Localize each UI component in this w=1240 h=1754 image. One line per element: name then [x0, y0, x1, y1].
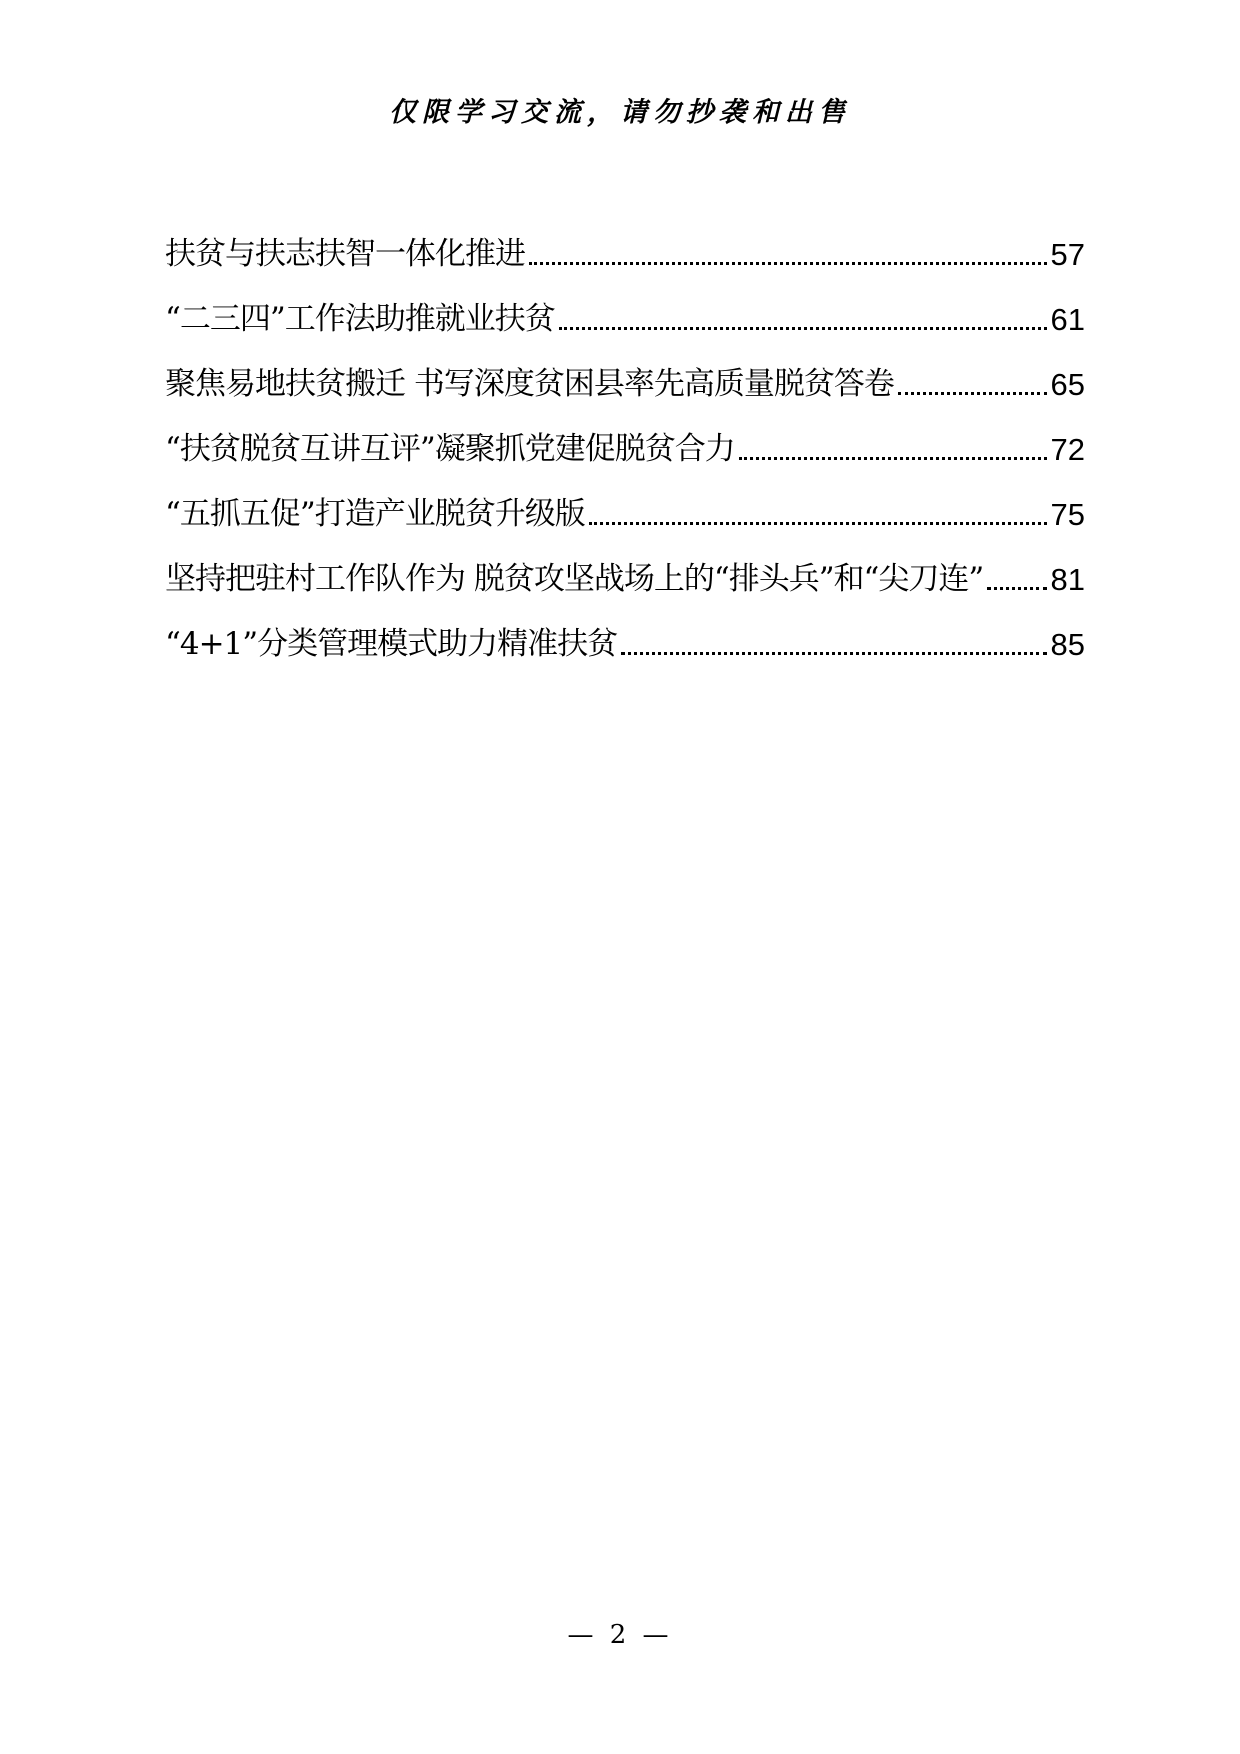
toc-entry-title: 坚持把驻村工作队作为 脱贫攻坚战场上的“排头兵”和“尖刀连”: [165, 561, 984, 597]
toc-entry-title: “4+1”分类管理模式助力精准扶贫: [165, 626, 618, 662]
toc-entry-title: “二三四”工作法助推就业扶贫: [165, 301, 555, 337]
toc-entry-title: 扶贫与扶志扶智一体化推进: [165, 236, 525, 272]
dot-leader: [898, 391, 1047, 395]
toc-entry[interactable]: [165, 612, 1085, 677]
toc-entry-page: 61: [1050, 302, 1085, 337]
dot-leader: [987, 586, 1046, 590]
table-of-contents: [165, 222, 1085, 677]
toc-entry[interactable]: [165, 287, 1085, 352]
toc-entry[interactable]: [165, 547, 1085, 612]
dot-leader: [559, 326, 1047, 330]
toc-entry-page: 75: [1050, 497, 1085, 532]
page-number: — 2 —: [567, 1620, 673, 1650]
dot-leader: [739, 456, 1047, 460]
toc-entry-page: 81: [1050, 562, 1085, 597]
dot-leader: [529, 261, 1047, 265]
toc-entry[interactable]: [165, 482, 1085, 547]
toc-entry[interactable]: [165, 352, 1085, 417]
toc-entry-page: 57: [1050, 237, 1085, 272]
toc-entry-title: 聚焦易地扶贫搬迁 书写深度贫困县率先高质量脱贫答卷: [165, 366, 894, 402]
dot-leader: [589, 521, 1047, 525]
toc-entry-page: 72: [1050, 432, 1085, 467]
toc-entry-title: “扶贫脱贫互讲互评”凝聚抓党建促脱贫合力: [165, 431, 735, 467]
dot-leader: [621, 651, 1046, 655]
toc-entry-title: “五抓五促”打造产业脱贫升级版: [165, 496, 585, 532]
toc-entry[interactable]: [165, 417, 1085, 482]
toc-entry-page: 85: [1050, 627, 1085, 662]
toc-entry-page: 65: [1050, 367, 1085, 402]
page-header: 仅限学习交流，请勿抄袭和出售: [389, 97, 851, 128]
toc-entry[interactable]: [165, 222, 1085, 287]
